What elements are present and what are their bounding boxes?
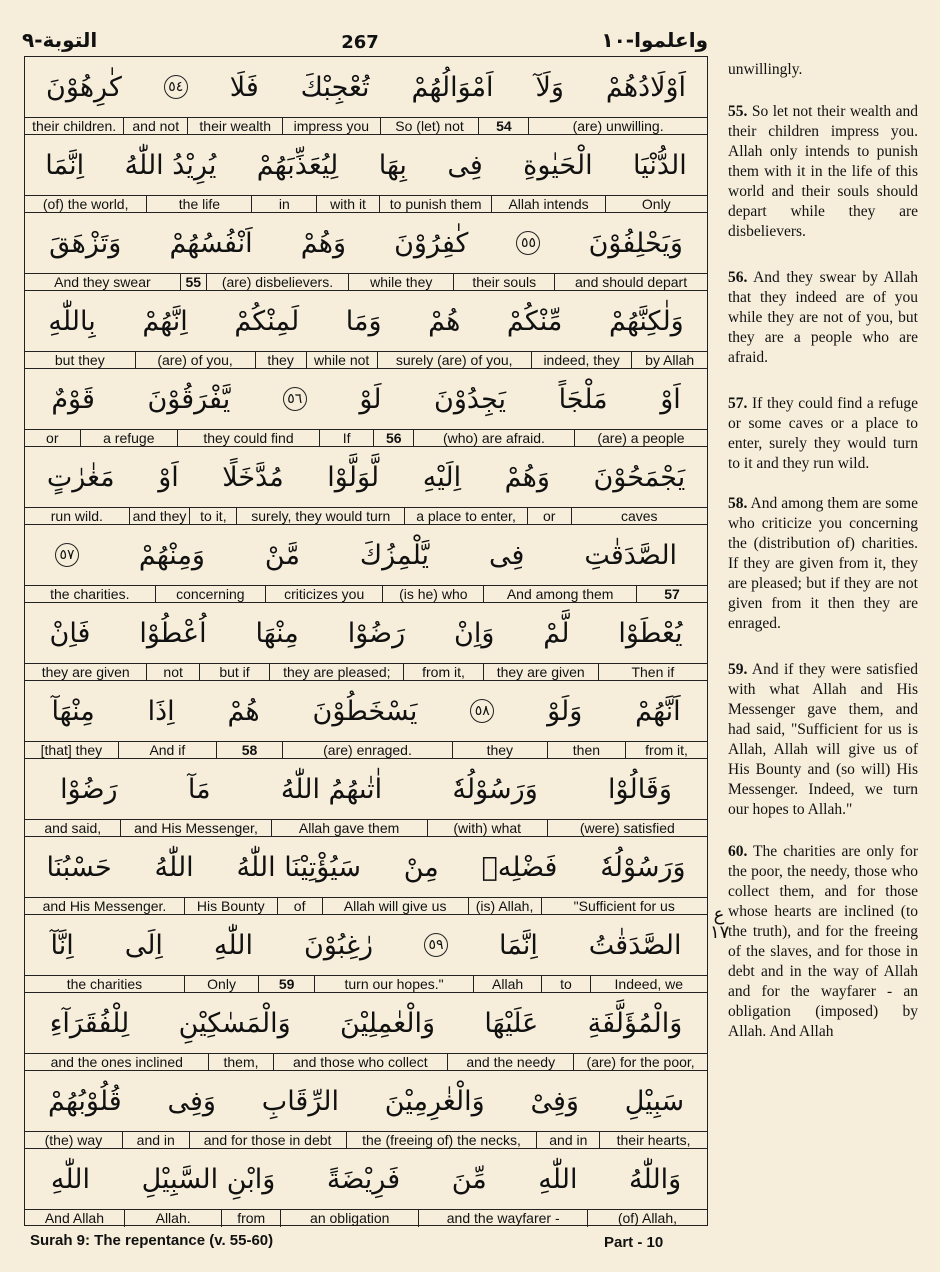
arabic-line	[25, 1149, 707, 1210]
arabic-word: مَغٰرٰتٍ	[46, 461, 115, 493]
verse-number-cell: 58	[216, 742, 282, 758]
arabic-word: اِنَّهُمْ	[142, 305, 188, 337]
verse-end-marker: ٥٦	[283, 387, 307, 411]
english-gloss-line	[25, 508, 707, 525]
arabic-word: اِنَّمَا	[45, 149, 85, 181]
arabic-line	[25, 993, 707, 1054]
gloss-cell: (are) disbelievers.	[206, 274, 349, 290]
arabic-word: اللّٰهُ	[154, 851, 194, 883]
gloss-cell: they are given	[41, 664, 130, 680]
translation-paragraph	[728, 60, 918, 80]
arabic-line	[25, 291, 707, 352]
gloss-cell: and should depart	[554, 274, 707, 290]
gloss-cell: the charities.	[50, 586, 130, 602]
arabic-word: لَمِنْكُمْ	[234, 305, 300, 337]
gloss-cell: their hearts,	[599, 1132, 707, 1148]
arabic-word: تُعْجِبْكَ	[300, 71, 370, 103]
gloss-cell: an obligation	[280, 1210, 418, 1227]
gloss-cell: they	[452, 742, 547, 758]
translation-paragraph	[728, 102, 918, 242]
gloss-cell: [that] they	[40, 742, 103, 758]
arabic-word: هُمْ	[227, 695, 260, 727]
verse-number-cell: 57	[636, 586, 707, 602]
english-gloss-line	[25, 274, 707, 291]
verse-end-marker: ٥٤	[164, 75, 188, 99]
translation-text: The charities are only for the poor, the needy, those who collect them, and for those whose hearts are inclined (to the truth), and for the freeing of the slaves, and for those in debt and in the way of Allah and for the wayfarer - an obligation (imposed) by Allah. And Allah	[728, 843, 918, 1040]
arabic-word: فِى	[447, 149, 483, 181]
gloss-cell: them,	[208, 1054, 272, 1070]
arabic-word: فَرِيْضَةً	[326, 1163, 401, 1195]
verse-number-cell: 59	[258, 976, 314, 992]
arabic-word: مِنْهَا	[255, 617, 299, 649]
arabic-word: يَّلْمِزُكَ	[359, 539, 430, 571]
gloss-cell: from it,	[625, 742, 707, 758]
gloss-cell: their souls	[453, 274, 554, 290]
arabic-word: وَفِىْ	[530, 1085, 579, 1117]
arabic-line	[25, 681, 707, 742]
gloss-cell: and for those in debt	[189, 1132, 346, 1148]
gloss-cell: and the wayfarer -	[418, 1210, 586, 1227]
translation-text: So let not their wealth and their children impress you. Allah only intends to punish them with it in the life of this world and their souls should depart while they are disbelievers.	[728, 103, 918, 240]
gloss-cell: they	[255, 352, 306, 368]
arabic-word: اللّٰهِ	[213, 929, 254, 961]
gloss-cell: the life	[146, 196, 251, 212]
arabic-word: سَبِيْلِ	[624, 1085, 685, 1117]
arabic-line	[25, 759, 707, 820]
gloss-cell: the charities	[66, 976, 143, 992]
arabic-word: وَفِى	[167, 1085, 216, 1117]
verse-number-cell: 56	[373, 430, 413, 446]
arabic-word: قَوْمٌ	[51, 383, 95, 415]
gloss-cell: and in	[122, 1132, 189, 1148]
gloss-cell: run wild.	[50, 508, 103, 524]
english-gloss-line	[25, 118, 707, 135]
gloss-cell: with it	[316, 196, 379, 212]
english-gloss-line	[25, 742, 707, 759]
gloss-cell: turn our hopes."	[314, 976, 473, 992]
gloss-cell: a place to enter,	[404, 508, 527, 524]
arabic-word: يَجِدُوْنَ	[434, 383, 507, 415]
gloss-cell: from	[221, 1210, 280, 1227]
gloss-cell: and the ones inclined	[50, 1054, 183, 1070]
english-gloss-line	[25, 430, 707, 447]
gloss-cell: (who) are afraid.	[413, 430, 574, 446]
gloss-cell: in	[251, 196, 316, 212]
gloss-cell: And Allah	[44, 1210, 105, 1226]
gloss-cell: (are) of you,	[135, 352, 255, 368]
arabic-word: مِنْ	[403, 851, 439, 883]
gloss-cell: Allah	[473, 976, 541, 992]
translation-verse-number: 58.	[728, 495, 748, 512]
arabic-word: لَّوَلَّوْا	[327, 461, 380, 493]
arabic-word: وَهُمْ	[300, 227, 346, 259]
translation-verse-number: 56.	[728, 269, 748, 286]
arabic-word: الْحَيٰوةِ	[523, 149, 593, 181]
arabic-word: يَسْخَطُوْنَ	[312, 695, 418, 727]
arabic-word: اللّٰهِ	[538, 1163, 578, 1195]
arabic-word: رَضُوْا	[60, 773, 118, 805]
arabic-word: عَلَيْهَا	[484, 1007, 539, 1039]
gloss-cell: and those who collect	[273, 1054, 448, 1070]
translation-verse-number: 55.	[728, 103, 748, 120]
translation-text: And they swear by Allah that they indeed are of you while they are not of you, but they are a people who are afraid.	[728, 269, 918, 366]
gloss-cell: (are) enraged.	[282, 742, 452, 758]
translation-verse-number: 59.	[728, 661, 748, 678]
gloss-cell: surely, they would turn	[236, 508, 404, 524]
ruku-marker: ع ١٧	[710, 904, 730, 943]
arabic-word: فِى	[488, 539, 525, 571]
gloss-cell: Indeed, we	[590, 976, 707, 992]
arabic-word: يَجْمَحُوْنَ	[593, 461, 686, 493]
gloss-cell: caves	[571, 508, 707, 524]
english-gloss-line	[25, 586, 707, 603]
arabic-line	[25, 837, 707, 898]
arabic-line	[25, 213, 707, 274]
gloss-cell: and in	[536, 1132, 599, 1148]
gloss-cell: while not	[306, 352, 377, 368]
gloss-cell: His Bounty	[184, 898, 277, 914]
gloss-cell: (the) way	[44, 1132, 103, 1148]
arabic-word: اُعْطُوْا	[139, 617, 207, 649]
arabic-line	[25, 525, 707, 586]
gloss-cell: Only	[184, 976, 258, 992]
arabic-word: سَيُؤْتِيْنَا اللّٰهُ	[236, 851, 361, 883]
arabic-word: الرِّقَابِ	[261, 1085, 339, 1117]
gloss-cell: If	[319, 430, 374, 446]
interlinear-translation-grid	[24, 56, 708, 1226]
verse-end-marker: ٥٨	[470, 699, 494, 723]
arabic-word: وَالْعٰمِلِيْنَ	[340, 1007, 436, 1039]
arabic-word: مُدَّخَلًا	[222, 461, 284, 493]
english-gloss-line	[25, 820, 707, 837]
gloss-cell: to punish them	[379, 196, 492, 212]
arabic-word: رٰغِبُوْنَ	[303, 929, 374, 961]
arabic-line	[25, 447, 707, 508]
gloss-cell: Then if	[598, 664, 707, 680]
header-surah-name: التوبة-٩	[22, 28, 98, 52]
english-gloss-line	[25, 196, 707, 213]
gloss-cell: from it,	[403, 664, 482, 680]
gloss-cell: or	[46, 430, 59, 446]
arabic-word: وَرَسُوْلُهٗ	[452, 773, 538, 805]
arabic-word: لِيُعَذِّبَهُمْ	[256, 149, 339, 181]
gloss-cell: a refuge	[80, 430, 178, 446]
gloss-cell: of	[277, 898, 322, 914]
gloss-cell: (are) unwilling.	[528, 118, 707, 134]
arabic-word: مَلْجَاً	[558, 383, 608, 415]
translation-text: And if they were satisfied with what Allah and His Messenger gave them, and had said, "Sufficient for us is Allah, Allah will give us of His Bounty and (so will) His Messenger. Indeed, we turn our hopes to Allah."	[728, 661, 918, 818]
arabic-word: حَسْبُنَا	[46, 851, 112, 883]
arabic-word: مِّنَ	[451, 1163, 487, 1195]
verse-number-cell: 54	[478, 118, 528, 134]
gloss-cell: And they swear	[54, 274, 151, 290]
gloss-cell: (is he) who	[382, 586, 483, 602]
arabic-word: بِاللّٰهِ	[48, 305, 96, 337]
translation-column	[728, 60, 918, 1042]
arabic-word: اَوْلَادُهُمْ	[605, 71, 687, 103]
arabic-word: وَاِنْ	[454, 617, 495, 649]
arabic-word: قُلُوْبُهُمْ	[47, 1085, 122, 1117]
gloss-cell: the (freeing of) the necks,	[346, 1132, 537, 1148]
translation-verse-number: 60.	[728, 843, 748, 860]
translation-verse-number: 57.	[728, 395, 748, 412]
arabic-word: وَالْمَسٰكِيْنِ	[178, 1007, 291, 1039]
arabic-word: اللّٰهِ	[50, 1163, 90, 1195]
arabic-word: فَاِنْ	[49, 617, 91, 649]
gloss-cell: they could find	[177, 430, 319, 446]
arabic-word: وَالْمُؤَلَّفَةِ	[587, 1007, 683, 1039]
english-gloss-line	[25, 898, 707, 915]
translation-text: And among them are some who criticize you concerning the (distribution of) charities. If they are given from it, they are pleased; but if they are not given from it then they are enraged.	[728, 495, 918, 632]
translation-text: If they could find a refuge or some caves or a place to enter, surely they would turn to it and they run wild.	[728, 395, 918, 472]
arabic-word: اِنَّآ	[50, 929, 74, 961]
gloss-cell: and said,	[44, 820, 102, 836]
gloss-cell: to	[541, 976, 589, 992]
arabic-line	[25, 1071, 707, 1132]
gloss-cell: not	[146, 664, 199, 680]
arabic-word: وَقَالُوْا	[608, 773, 672, 805]
arabic-word: فَلَا	[229, 71, 259, 103]
gloss-cell: while they	[348, 274, 453, 290]
gloss-cell: and His Messenger,	[120, 820, 270, 836]
arabic-word: كٰفِرُوْنَ	[394, 227, 469, 259]
gloss-cell: and not	[123, 118, 187, 134]
page-number: 267	[341, 32, 379, 53]
arabic-word: الصَّدَقٰتُ	[588, 929, 682, 961]
arabic-word: وَابْنِ السَّبِيْلِ	[141, 1163, 276, 1195]
gloss-cell: by Allah	[631, 352, 707, 368]
arabic-line	[25, 369, 707, 430]
arabic-word: الدُّنْيَا	[633, 149, 687, 181]
arabic-word: مَّنْ	[264, 539, 300, 571]
english-gloss-line	[25, 1132, 707, 1149]
arabic-word: اَوْ	[158, 461, 179, 493]
gloss-cell: (were) satisfied	[547, 820, 707, 836]
gloss-cell: their wealth	[187, 118, 282, 134]
gloss-cell: criticizes you	[265, 586, 382, 602]
gloss-cell: (with) what	[427, 820, 547, 836]
english-gloss-line	[25, 352, 707, 369]
gloss-cell: and His Messenger.	[42, 898, 167, 914]
footer-surah-title: Surah 9: The repentance (v. 55-60)	[30, 1232, 274, 1249]
translation-text: unwillingly.	[728, 61, 803, 78]
arabic-word: اِنَّمَا	[498, 929, 538, 961]
gloss-cell: indeed, they	[531, 352, 632, 368]
english-gloss-line	[25, 1210, 707, 1227]
arabic-word: هُمْ	[428, 305, 461, 337]
verse-end-marker: ٥٥	[516, 231, 540, 255]
gloss-cell: concerning	[155, 586, 265, 602]
arabic-line	[25, 603, 707, 664]
gloss-cell: (is) Allah,	[468, 898, 541, 914]
gloss-cell: And if	[118, 742, 216, 758]
gloss-cell: to it,	[189, 508, 236, 524]
arabic-word: اَوْ	[660, 383, 681, 415]
translation-paragraph	[728, 494, 918, 634]
gloss-cell: and the needy	[447, 1054, 573, 1070]
arabic-word: اِلَيْهِ	[422, 461, 462, 493]
arabic-word: بِهَا	[378, 149, 407, 181]
gloss-cell: (are) a people	[574, 430, 707, 446]
gloss-cell: (of) the world,	[42, 196, 129, 212]
verse-end-marker: ٥٩	[424, 933, 448, 957]
translation-paragraph	[728, 660, 918, 820]
translation-paragraph	[728, 842, 918, 1042]
arabic-word: وَاللّٰهُ	[629, 1163, 682, 1195]
arabic-word: يُعْطَوْا	[618, 617, 683, 649]
arabic-word: وَهُمْ	[504, 461, 550, 493]
english-gloss-line	[25, 976, 707, 993]
translation-paragraph	[728, 394, 918, 474]
arabic-word: اِذَا	[147, 695, 175, 727]
arabic-word: لَّمْ	[543, 617, 570, 649]
arabic-word: وَمَا	[345, 305, 382, 337]
verse-end-marker: ٥٧	[55, 543, 79, 567]
gloss-cell: their children.	[32, 118, 117, 134]
gloss-cell: then	[547, 742, 625, 758]
gloss-cell: or	[527, 508, 571, 524]
arabic-word: وَلَوْ	[547, 695, 583, 727]
arabic-word: وَلَآ	[535, 71, 564, 103]
english-gloss-line	[25, 664, 707, 681]
arabic-line	[25, 135, 707, 196]
gloss-cell: And among them	[483, 586, 636, 602]
translation-paragraph	[728, 268, 918, 368]
arabic-word: اَنْفُسُهُمْ	[169, 227, 253, 259]
arabic-word: وَرَسُوْلُهٗ	[600, 851, 686, 883]
arabic-word: اٰتٰىهُمُ اللّٰهُ	[280, 773, 383, 805]
arabic-word: لِلْفُقَرَآءِ	[49, 1007, 130, 1039]
gloss-cell: Allah will give us	[322, 898, 468, 914]
gloss-cell: Allah gave them	[271, 820, 427, 836]
arabic-line	[25, 57, 707, 118]
arabic-word: وَالْغٰرِمِيْنَ	[384, 1085, 485, 1117]
footer-part: Part - 10	[604, 1234, 664, 1251]
arabic-word: مَآ	[187, 773, 211, 805]
gloss-cell: "Sufficient for us	[541, 898, 707, 914]
arabic-word: مِنْهَآ	[51, 695, 95, 727]
arabic-word: لَوْ	[359, 383, 382, 415]
gloss-cell: surely (are) of you,	[377, 352, 531, 368]
english-gloss-line	[25, 1054, 707, 1071]
arabic-line	[25, 915, 707, 976]
gloss-cell: impress you	[282, 118, 380, 134]
gloss-cell: (of) Allah,	[587, 1210, 707, 1227]
gloss-cell: but if	[199, 664, 269, 680]
arabic-word: وَمِنْهُمْ	[138, 539, 205, 571]
arabic-word: كٰرِهُوْنَ	[46, 71, 122, 103]
gloss-cell: but they	[54, 352, 105, 368]
header-juz-name: واعلموا-١٠	[601, 28, 708, 52]
gloss-cell: So (let) not	[380, 118, 479, 134]
gloss-cell: Allah intends	[491, 196, 604, 212]
gloss-cell: Allah.	[124, 1210, 222, 1227]
verse-number-cell: 55	[180, 274, 206, 290]
arabic-word: يُرِيْدُ اللّٰهُ	[124, 149, 217, 181]
gloss-cell: (are) for the poor,	[573, 1054, 707, 1070]
arabic-word: يَّفْرَقُوْنَ	[147, 383, 231, 415]
arabic-word: الصَّدَقٰتِ	[584, 539, 678, 571]
arabic-word: وَتَزْهَقَ	[49, 227, 122, 259]
arabic-word: اَمْوَالُهُمْ	[411, 71, 494, 103]
arabic-word: اَنَّهُمْ	[635, 695, 681, 727]
gloss-cell: Only	[605, 196, 707, 212]
gloss-cell: they are pleased;	[269, 664, 403, 680]
arabic-word: رَضُوْا	[347, 617, 406, 649]
arabic-word: فَضْلِهٖ	[481, 851, 558, 883]
gloss-cell: and they	[129, 508, 190, 524]
arabic-word: اِلَى	[124, 929, 163, 961]
arabic-word: وَيَحْلِفُوْنَ	[588, 227, 683, 259]
arabic-word: وَلٰكِنَّهُمْ	[608, 305, 684, 337]
gloss-cell: they are given	[483, 664, 598, 680]
arabic-word: مِّنْكُمْ	[506, 305, 563, 337]
